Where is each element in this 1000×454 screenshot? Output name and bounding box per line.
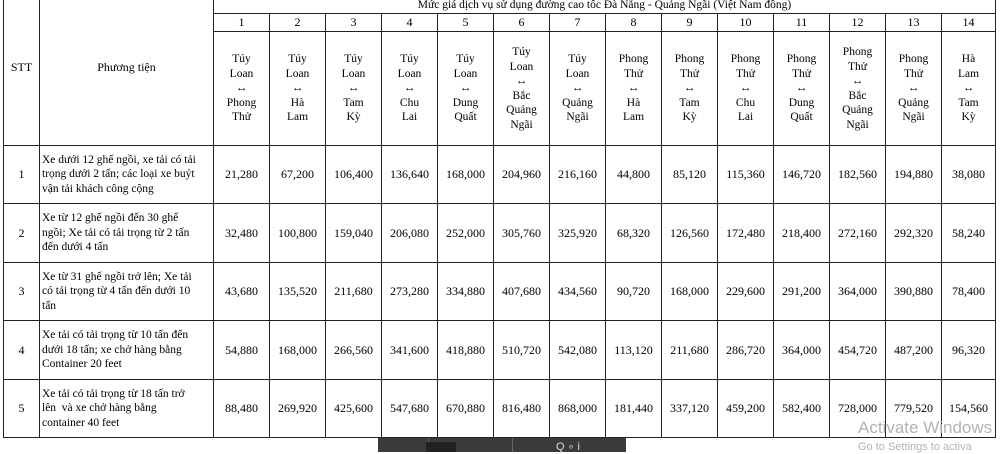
route-word: Hà [626,96,641,109]
fee-value: 78,400 [942,263,996,321]
fee-value: 266,560 [326,321,382,380]
route-word: Hà [290,96,305,109]
fee-value: 272,160 [830,204,886,263]
fee-value: 206,080 [382,204,438,263]
watermark-line-1: Activate Windows [858,418,993,437]
fee-value: 779,520 [886,380,942,438]
fee-value: 168,000 [438,146,494,204]
route-word: Loan [285,67,310,80]
vehicle-line: lên và xe chở hàng bằng [42,402,157,415]
column-number: 13 [886,14,942,32]
fee-value: 425,600 [326,380,382,438]
route-word: ↔ [347,82,360,95]
route-header [438,32,494,146]
route-word: ↔ [291,82,304,95]
route-word: Lam [957,67,980,80]
route-word: Quảng [562,96,593,109]
fee-value: 273,280 [382,263,438,321]
route-word: Phong [730,53,761,66]
fee-value: 106,400 [326,146,382,204]
vehicle-header: Phương tiện [40,0,214,146]
route-header [214,32,270,146]
fee-value: 390,880 [886,263,942,321]
fee-value: 582,400 [774,380,830,438]
row-number: 2 [4,204,40,263]
fee-value: 115,360 [718,146,774,204]
fee-value: 154,560 [942,380,996,438]
row-number: 5 [4,380,40,438]
route-word: ↔ [795,82,808,95]
vehicle-line: Container 20 feet [42,358,122,371]
column-number: 2 [270,14,326,32]
route-header [382,32,438,146]
taskbar-label: Q ∘ i [556,441,580,453]
fee-value: 100,800 [270,204,326,263]
fee-value: 136,640 [382,146,438,204]
route-word: Loan [397,67,422,80]
route-word: Túy [232,53,251,66]
vehicle-line: Xe tải có tải trọng từ 10 tấn đến [42,329,189,342]
route-word: Quảng [842,104,873,116]
route-word: Phong [618,53,649,66]
column-number: 11 [774,14,830,32]
route-header [270,32,326,146]
route-word: Chu [399,96,420,109]
vehicle-line: tấn [42,299,57,312]
route-word: Loan [229,67,254,80]
table-row [4,204,996,263]
route-word: ↔ [459,82,472,95]
vehicle-line: trọng dưới 2 tấn; các loại xe buýt [42,168,195,181]
route-word: Thử [231,111,251,124]
route-header [606,32,662,146]
fee-value: 218,400 [774,204,830,263]
fee-value: 32,480 [214,204,270,263]
route-word: Ngãi [846,118,869,131]
fee-value: 364,000 [830,263,886,321]
table-title: Mức giá dịch vụ sử dụng đường cao tốc Đà Nẵng - Quảng Ngãi (Việt Nam đồng) [214,0,996,14]
vehicle-line: vận tải khách công cộng [42,182,154,195]
fee-value: 252,000 [438,204,494,263]
fee-value: 204,960 [494,146,550,204]
fee-value: 21,280 [214,146,270,204]
route-word: Loan [509,60,534,73]
fee-value: 337,120 [662,380,718,438]
route-word: Kỳ [682,111,697,124]
column-number: 3 [326,14,382,32]
route-word: Bắc [848,89,867,102]
route-word: Quảng [506,104,537,116]
route-word: Quảng [898,96,929,109]
fee-value: 113,120 [606,321,662,380]
vehicle-description [40,263,214,321]
route-word: Thử [791,67,811,80]
table-row [4,380,996,438]
route-word: Lai [737,111,754,124]
route-word: Bắc [512,89,531,102]
fee-value: 341,600 [382,321,438,380]
fee-value: 168,000 [270,321,326,380]
route-word: Lam [622,111,645,124]
route-word: Túy [568,53,587,66]
vehicle-line: đến dưới 4 tấn [42,241,109,254]
vehicle-line: Xe dưới 12 ghế ngồi, xe tải có tải [42,153,196,166]
taskbar-strip [378,438,626,452]
vehicle-line: có tải trọng từ 4 tấn đến dưới 10 [42,285,191,298]
fee-value: 292,320 [886,204,942,263]
column-number: 8 [606,14,662,32]
fee-value: 194,880 [886,146,942,204]
row-number: 4 [4,321,40,380]
fee-value: 211,680 [662,321,718,380]
fee-value: 291,200 [774,263,830,321]
fee-value: 868,000 [550,380,606,438]
fee-value: 305,760 [494,204,550,263]
fee-value: 135,520 [270,263,326,321]
route-word: Phong [842,46,873,58]
column-number: 10 [718,14,774,32]
vehicle-line: Xe tải có tải trọng từ 18 tấn trở [42,387,185,400]
route-word: Hà [961,53,976,66]
vehicle-line: dưới 18 tấn; xe chở hàng bằng [42,343,182,356]
fee-value: 487,200 [886,321,942,380]
table-row [4,263,996,321]
vehicle-description [40,380,214,438]
fee-value: 216,160 [550,146,606,204]
route-word: Loan [453,67,478,80]
route-word: Phong [786,53,817,66]
fee-value: 407,680 [494,263,550,321]
fee-value: 229,600 [718,263,774,321]
route-word: ↔ [235,82,248,95]
route-word: Loan [565,67,590,80]
fee-value: 269,920 [270,380,326,438]
route-word: Tam [343,96,364,109]
route-word: ↔ [851,75,864,87]
fee-value: 334,880 [438,263,494,321]
stt-header: STT [4,0,40,146]
route-word: Phong [674,53,705,66]
vehicle-line: container 40 feet [42,416,120,429]
fee-value: 670,880 [438,380,494,438]
fee-value: 168,000 [662,263,718,321]
row-number: 1 [4,146,40,204]
route-header [550,32,606,146]
fee-value: 454,720 [830,321,886,380]
fee-value: 54,880 [214,321,270,380]
vehicle-line: Xe từ 12 ghế ngồi đến 30 ghế [42,212,179,225]
fee-value: 325,920 [550,204,606,263]
fee-value: 126,560 [662,204,718,263]
route-header [494,32,550,146]
vehicle-description [40,146,214,204]
fee-value: 510,720 [494,321,550,380]
fee-value: 146,720 [774,146,830,204]
vehicle-description [40,204,214,263]
fee-value: 96,320 [942,321,996,380]
route-word: Lam [286,111,309,124]
fee-value: 364,000 [774,321,830,380]
fee-value: 816,480 [494,380,550,438]
route-word: Ngãi [510,118,533,131]
route-word: Túy [512,46,531,58]
fee-value: 211,680 [326,263,382,321]
route-word: Tam [958,96,979,109]
route-word: Quất [790,111,813,124]
route-word: Dung [452,96,479,109]
fee-value: 44,800 [606,146,662,204]
route-word: Thử [903,67,923,80]
fee-value: 542,080 [550,321,606,380]
column-number: 7 [550,14,606,32]
route-word: ↔ [627,82,640,95]
route-word: Túy [400,53,419,66]
route-header [830,32,886,146]
route-word: ↔ [515,75,528,87]
fee-value: 67,200 [270,146,326,204]
route-word: Thử [623,67,643,80]
table-row [4,321,996,380]
route-header [718,32,774,146]
route-word: Túy [288,53,307,66]
column-number: 5 [438,14,494,32]
column-number: 9 [662,14,718,32]
column-number: 12 [830,14,886,32]
route-word: ↔ [403,82,416,95]
route-word: Thử [847,60,867,73]
watermark-line-2: Go to Settings to activa [858,441,972,453]
fee-value: 68,320 [606,204,662,263]
fee-value: 286,720 [718,321,774,380]
column-number: 4 [382,14,438,32]
fee-value: 728,000 [830,380,886,438]
route-header [886,32,942,146]
table-row [4,146,996,204]
route-word: Tam [679,96,700,109]
route-header [326,32,382,146]
taskbar-button[interactable] [426,442,456,452]
fee-value: 85,120 [662,146,718,204]
route-word: Túy [456,53,475,66]
fee-value: 159,040 [326,204,382,263]
fee-value: 181,440 [606,380,662,438]
route-word: Kỳ [961,111,976,124]
route-word: Ngãi [902,111,925,124]
route-word: Chu [735,96,756,109]
fee-table [3,0,996,438]
route-word: Dung [788,96,815,109]
vehicle-description [40,321,214,380]
route-word: ↔ [907,82,920,95]
vehicle-line: ngồi; Xe tải có tải trọng từ 2 tấn [42,226,190,239]
fee-value: 43,680 [214,263,270,321]
column-number: 1 [214,14,270,32]
route-word: Phong [898,53,929,66]
route-word: ↔ [571,82,584,95]
route-header [662,32,718,146]
fee-value: 182,560 [830,146,886,204]
fee-value: 434,560 [550,263,606,321]
route-word: Quất [454,111,477,124]
route-word: Túy [344,53,363,66]
fee-value: 90,720 [606,263,662,321]
vehicle-line: Xe từ 31 ghế ngồi trở lên; Xe tải [42,270,192,283]
fee-value: 547,680 [382,380,438,438]
route-word: ↔ [739,82,752,95]
route-word: Lai [401,111,418,124]
row-number: 3 [4,263,40,321]
route-header [774,32,830,146]
fee-value: 88,480 [214,380,270,438]
route-header [942,32,996,146]
route-word: ↔ [962,82,975,95]
activation-watermark [858,419,992,454]
route-word: Phong [226,96,257,109]
fee-value: 418,880 [438,321,494,380]
route-word: Thử [679,67,699,80]
column-number: 14 [942,14,996,32]
fee-value: 459,200 [718,380,774,438]
fee-value: 38,080 [942,146,996,204]
route-word: Loan [341,67,366,80]
route-word: Thử [735,67,755,80]
route-word: Kỳ [346,111,361,124]
route-word: ↔ [683,82,696,95]
column-number: 6 [494,14,550,32]
fee-value: 172,480 [718,204,774,263]
route-word: Ngãi [566,111,589,124]
fee-value: 58,240 [942,204,996,263]
